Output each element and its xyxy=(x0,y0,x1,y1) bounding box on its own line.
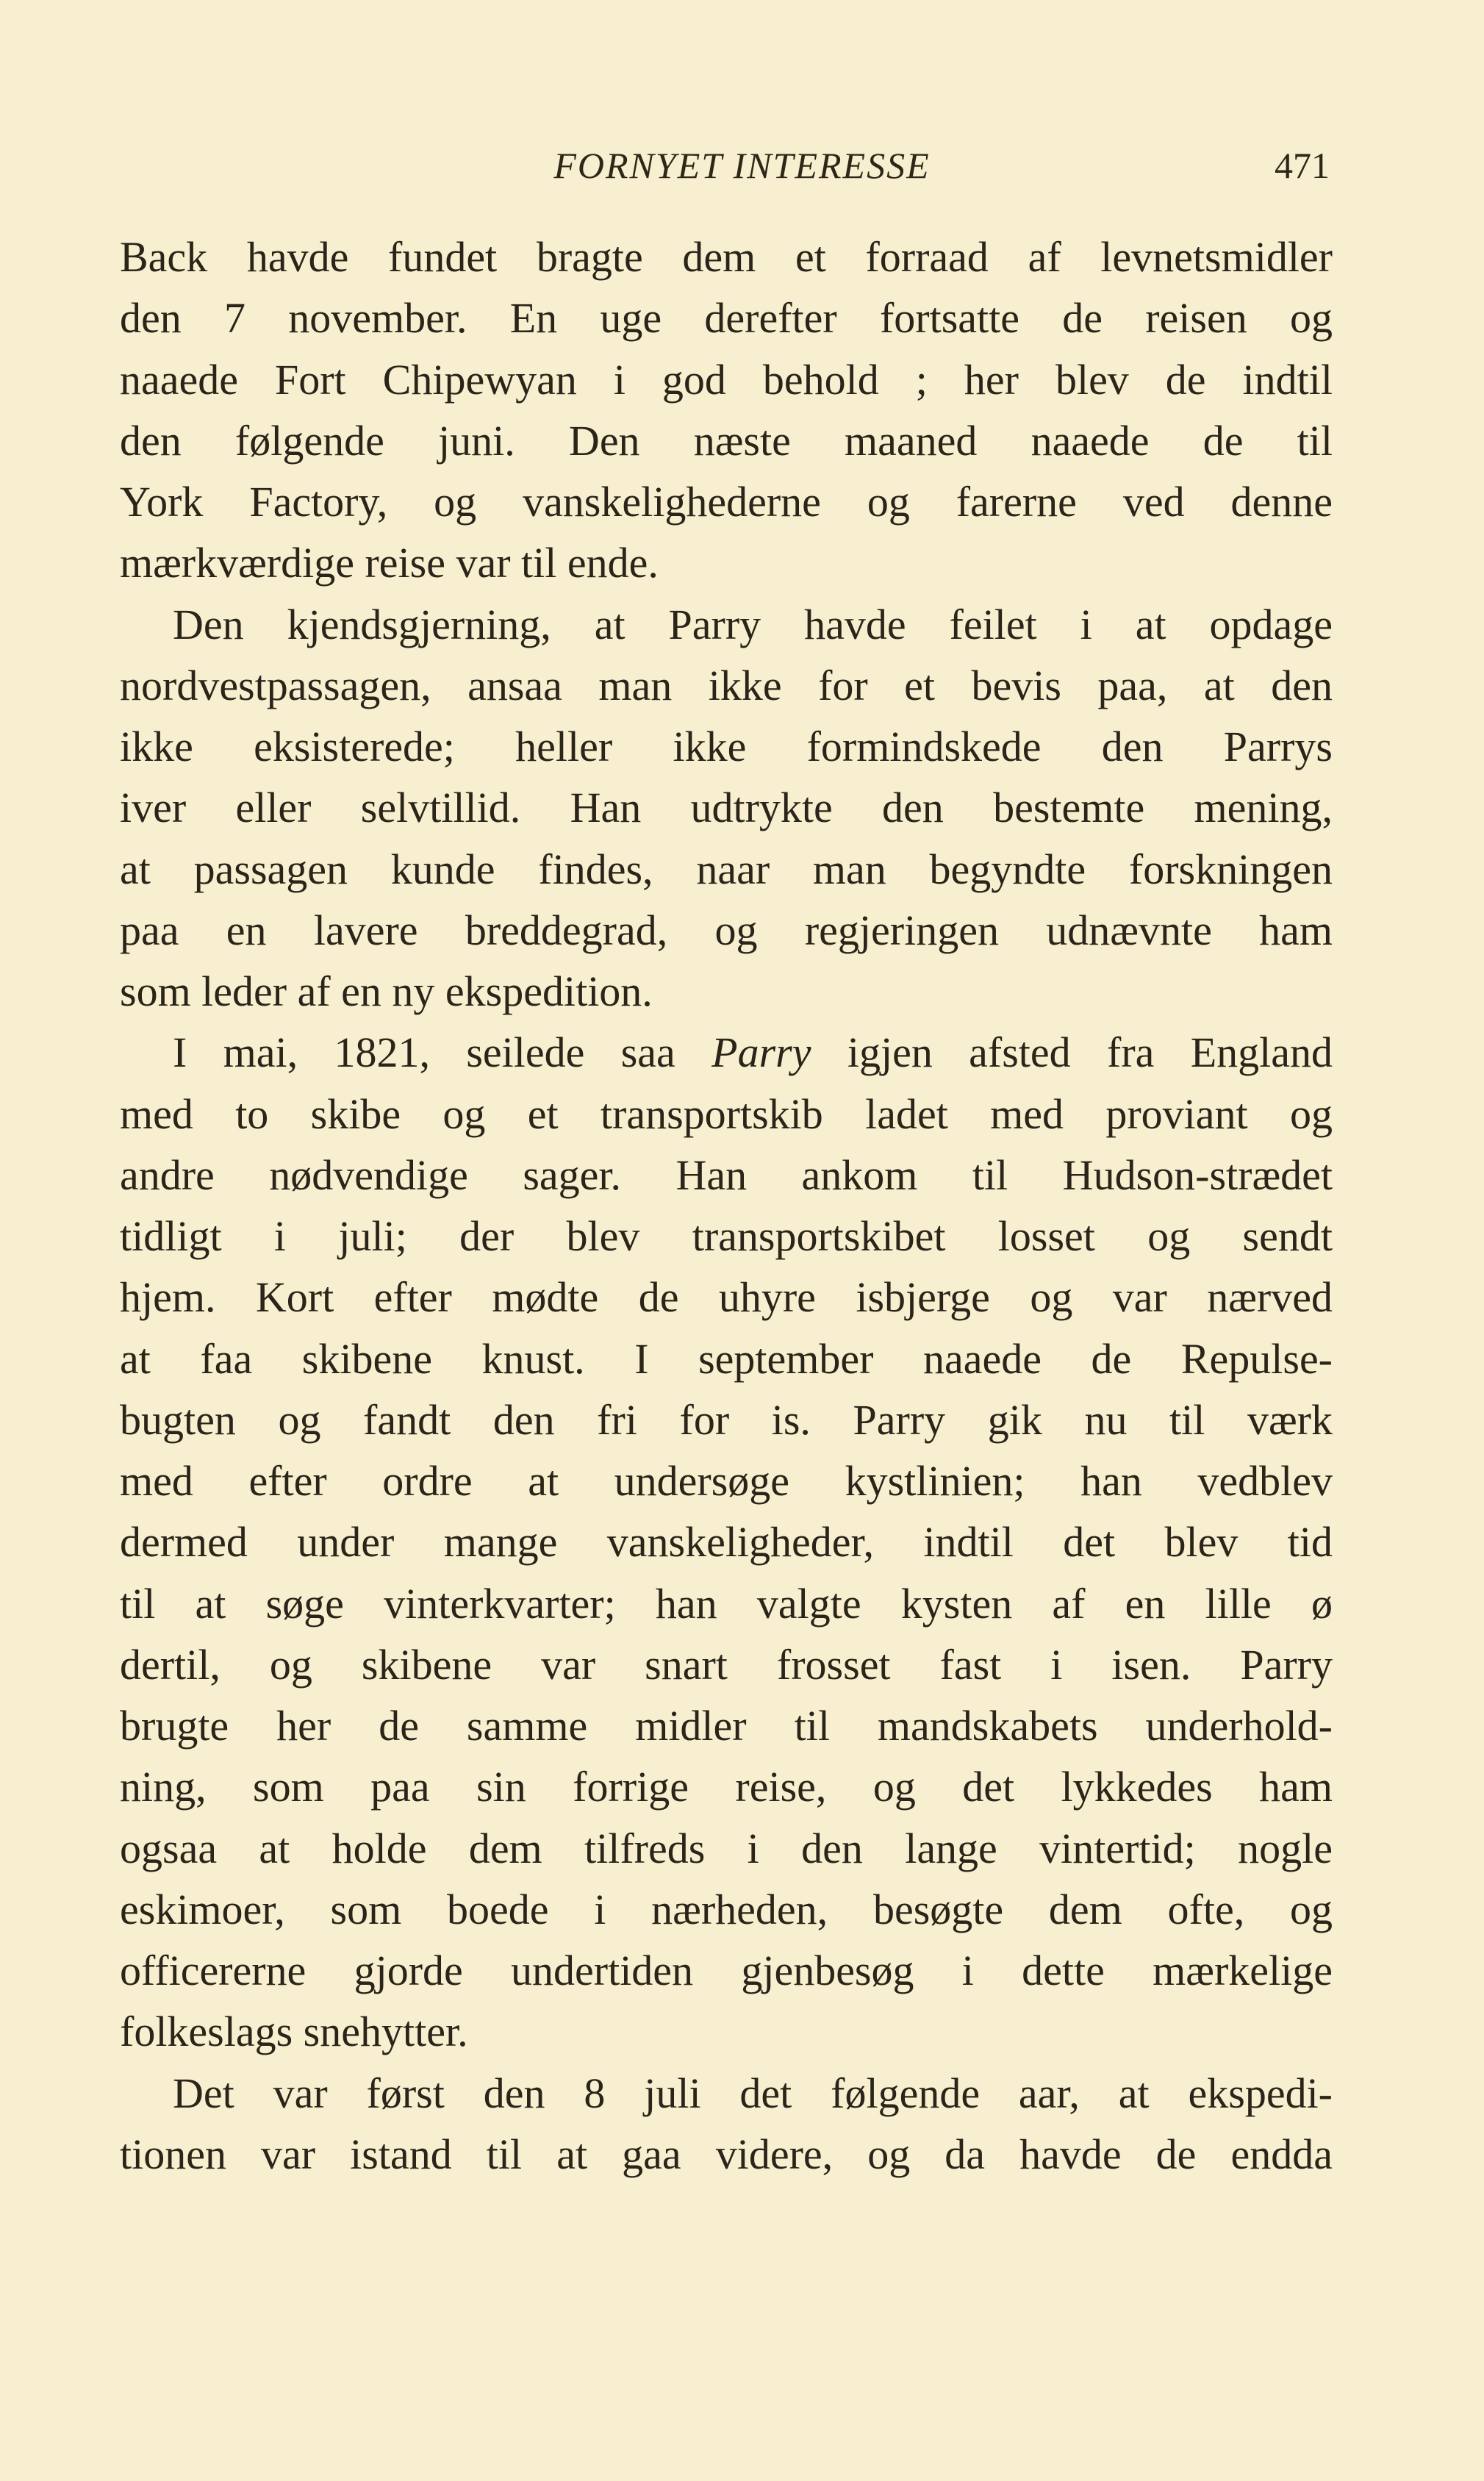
text-line: andre nødvendige sager. Han ankom til Hudson-strædet xyxy=(120,1150,1333,1199)
ship-name: Parry xyxy=(711,1028,811,1077)
text-line: hjem. Kort efter mødte de uhyre isbjerge og var nærved xyxy=(120,1273,1333,1322)
running-title: FORNYET INTERESSE xyxy=(553,145,931,186)
text-line: Det var først den 8 juli det følgende aar, at ekspedi- xyxy=(173,2069,1333,2117)
text-line: York Factory, og vanskelighederne og farerne ved denne xyxy=(120,478,1333,526)
text-fragment: igjen afsted fra England xyxy=(847,1028,1333,1077)
body-text xyxy=(120,226,1333,2185)
running-head xyxy=(0,140,1484,191)
text-line: den følgende juni. Den næste maaned naaede de til xyxy=(120,416,1333,465)
text-line: med efter ordre at undersøge kystlinien; han vedblev xyxy=(120,1457,1333,1505)
text-line: ikke eksisterede; heller ikke formindskede den Parrys xyxy=(120,723,1333,770)
text-line: mærkværdige reise var til ende. xyxy=(120,539,659,587)
text-line: brugte her de samme midler til mandskabets underhold- xyxy=(120,1702,1333,1750)
text-line: den 7 november. En uge derefter fortsatte de reisen og xyxy=(120,294,1333,343)
text-line: som leder af en ny ekspedition. xyxy=(120,967,653,1015)
text-line: tionen var istand til at gaa videre, og da havde de endda xyxy=(120,2130,1333,2178)
text-line: officererne gjorde undertiden gjenbesøg i dette mærkelige xyxy=(120,1947,1333,1994)
text-line: dertil, og skibene var snart frosset fast i isen. Parry xyxy=(120,1640,1333,1689)
text-line: med to skibe og et transportskib ladet med proviant og xyxy=(120,1089,1333,1138)
text-line: nordvestpassagen, ansaa man ikke for et bevis paa, at den xyxy=(120,661,1333,709)
text-line xyxy=(120,1022,1333,1083)
text-fragment: I mai, 1821, seilede saa xyxy=(173,1028,675,1077)
text-line: dermed under mange vanskeligheder, indtil det blev tid xyxy=(120,1518,1333,1567)
text-line: eskimoer, som boede i nærheden, besøgte dem ofte, og xyxy=(120,1885,1333,1933)
text-line: paa en lavere breddegrad, og regjeringen udnævnte ham xyxy=(120,906,1333,954)
text-line: at faa skibene knust. I september naaede de Repulse- xyxy=(120,1334,1333,1383)
text-line: iver eller selvtillid. Han udtrykte den bestemte mening, xyxy=(120,784,1333,832)
text-line: til at søge vinterkvarter; han valgte kysten af en lille ø xyxy=(120,1579,1333,1628)
text-line: Back havde fundet bragte dem et forraad af levnetsmidler xyxy=(120,233,1333,281)
text-line: ogsaa at holde dem tilfreds i den lange vintertid; nogle xyxy=(120,1824,1333,1872)
text-line: ning, som paa sin forrige reise, og det lykkedes ham xyxy=(120,1763,1333,1811)
page-number: 471 xyxy=(1275,145,1330,186)
text-line: at passagen kunde findes, naar man begyndte forskningen xyxy=(120,845,1333,893)
text-line: bugten og fandt den fri for is. Parry gik nu til værk xyxy=(120,1395,1333,1444)
text-line: tidligt i juli; der blev transportskibet losset og sendt xyxy=(120,1212,1333,1260)
text-line: naaede Fort Chipewyan i god behold ; her blev de indtil xyxy=(120,355,1333,404)
text-line: folkeslags snehytter. xyxy=(120,2008,468,2056)
text-line: Den kjendsgjerning, at Parry havde feilet i at opdage xyxy=(173,600,1333,648)
